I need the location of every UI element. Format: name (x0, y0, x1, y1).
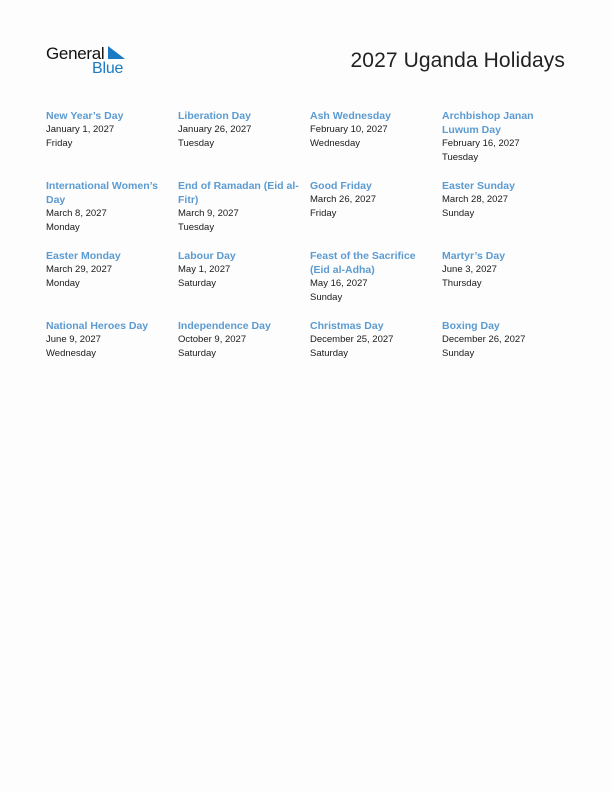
holiday-item (442, 109, 574, 165)
holiday-item (442, 249, 574, 305)
holiday-item (46, 109, 178, 165)
holiday-date: February 16, 2027 (442, 138, 520, 149)
holiday-grid (46, 109, 586, 361)
holiday-weekday: Friday (46, 138, 73, 149)
holiday-item (46, 249, 178, 305)
holiday-weekday: Thursday (442, 278, 482, 289)
holiday-item (46, 179, 178, 235)
holiday-name: Boxing Day (442, 320, 500, 332)
holiday-item (46, 319, 178, 361)
holiday-item (442, 319, 574, 361)
holiday-weekday: Tuesday (178, 222, 215, 233)
logo-blue-text: Blue (92, 60, 124, 77)
holiday-date: January 1, 2027 (46, 124, 115, 135)
holiday-date: December 26, 2027 (442, 334, 526, 345)
holiday-name: Ash Wednesday (310, 110, 391, 122)
holiday-name: Liberation Day (178, 110, 251, 122)
holiday-weekday: Sunday (442, 208, 475, 219)
holiday-name: National Heroes Day (46, 320, 149, 332)
holiday-name: Easter Sunday (442, 180, 515, 192)
holiday-item (178, 109, 310, 165)
holiday-date: February 10, 2027 (310, 124, 388, 135)
holiday-name: End of Ramadan (Eid al-Fitr) (178, 180, 299, 206)
holiday-item (310, 109, 442, 165)
holiday-weekday: Saturday (178, 278, 217, 289)
holiday-weekday: Tuesday (442, 152, 479, 163)
holiday-date: March 28, 2027 (442, 194, 509, 205)
holiday-weekday: Friday (310, 208, 337, 219)
holiday-weekday: Sunday (310, 292, 343, 303)
holiday-date: March 29, 2027 (46, 264, 113, 275)
holiday-weekday: Monday (46, 222, 80, 233)
holiday-weekday: Saturday (178, 348, 217, 359)
holiday-name: Easter Monday (46, 250, 121, 262)
holiday-date: March 26, 2027 (310, 194, 377, 205)
holiday-date: May 16, 2027 (310, 278, 368, 289)
holiday-weekday: Sunday (442, 348, 475, 359)
holiday-date: March 8, 2027 (46, 208, 107, 219)
holiday-name: Archbishop Janan Luwum Day (442, 110, 534, 136)
holiday-weekday: Monday (46, 278, 80, 289)
holiday-name: Labour Day (178, 250, 236, 262)
holiday-weekday: Wednesday (310, 138, 360, 149)
holiday-item (442, 179, 574, 235)
holiday-item (310, 179, 442, 235)
holiday-name: Good Friday (310, 180, 372, 192)
holiday-item (310, 249, 442, 305)
holiday-weekday: Tuesday (178, 138, 215, 149)
holiday-date: June 9, 2027 (46, 334, 101, 345)
holiday-date: October 9, 2027 (178, 334, 247, 345)
holiday-weekday: Wednesday (46, 348, 96, 359)
holiday-date: January 26, 2027 (178, 124, 252, 135)
logo-triangle-icon (106, 46, 126, 60)
holiday-name: New Year’s Day (46, 110, 124, 122)
holiday-weekday: Saturday (310, 348, 349, 359)
holiday-name: Martyr’s Day (442, 250, 506, 262)
holiday-date: March 9, 2027 (178, 208, 239, 219)
page-title: 2027 Uganda Holidays (350, 49, 565, 72)
holiday-item (178, 319, 310, 361)
holiday-item (178, 179, 310, 235)
holiday-item (178, 249, 310, 305)
holiday-name: Feast of the Sacrifice (Eid al-Adha) (310, 250, 416, 276)
logo-general-text: General (46, 44, 105, 63)
holiday-item (310, 319, 442, 361)
logo (46, 44, 136, 80)
holiday-name: International Women’s Day (46, 180, 159, 206)
holiday-name: Independence Day (178, 320, 271, 332)
holiday-date: June 3, 2027 (442, 264, 497, 275)
holiday-name: Christmas Day (310, 320, 384, 332)
holiday-date: December 25, 2027 (310, 334, 394, 345)
holiday-date: May 1, 2027 (178, 264, 231, 275)
